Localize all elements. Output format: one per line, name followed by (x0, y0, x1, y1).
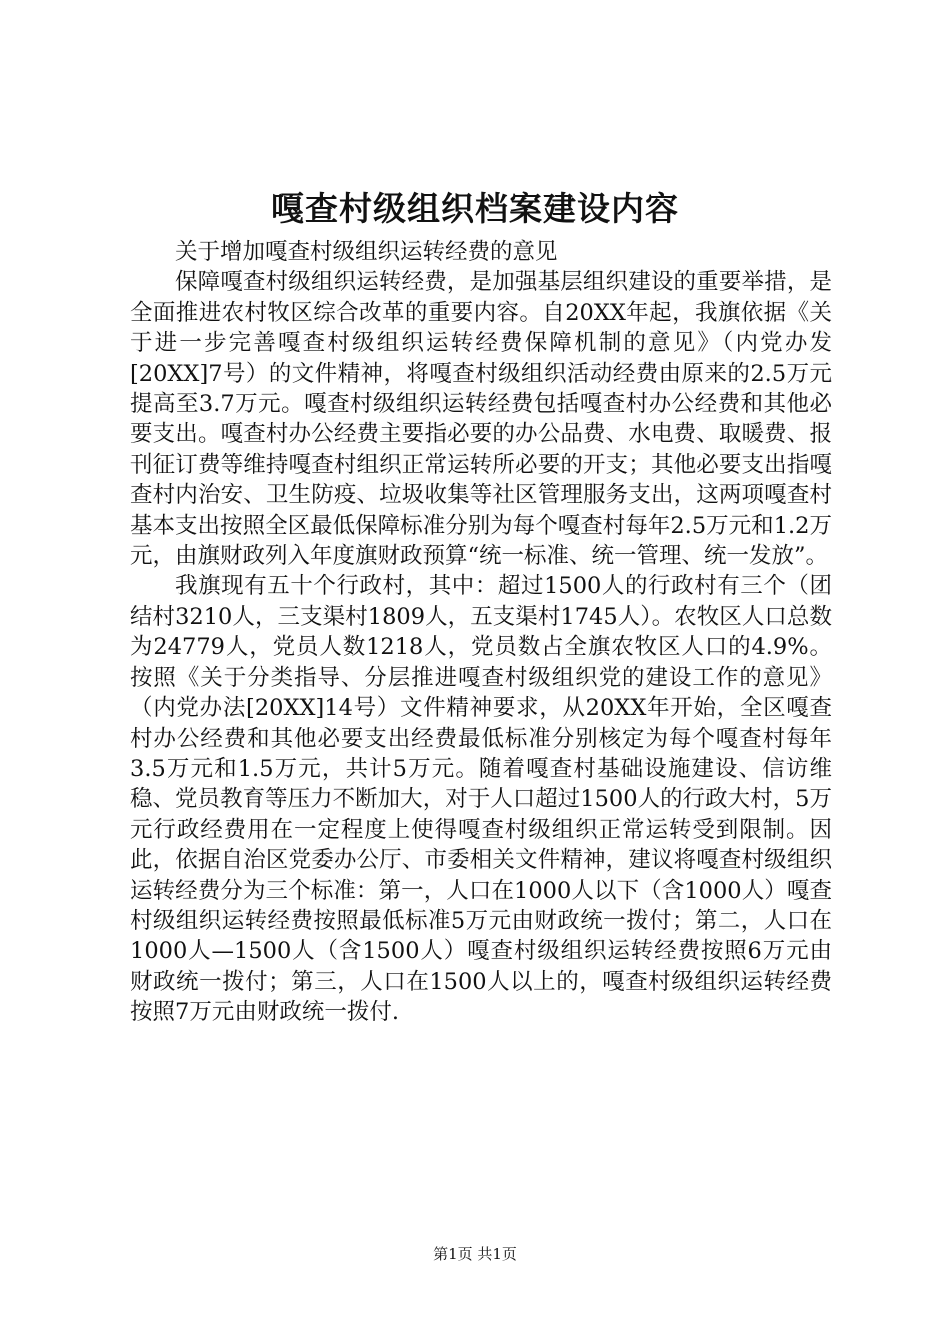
document-body (130, 237, 832, 1028)
subtitle-paragraph: 关于增加嘎查村级组织运转经费的意见 (175, 239, 558, 265)
document-title: 嘎查村级组织档案建设内容 (271, 189, 679, 228)
body-paragraph-2: 我旗现有五十个行政村，其中：超过1500人的行政村有三个（团结村3210人，三支渠村1809人，五支渠村1745人）。农牧区人口总数为24779人，党员人数1218人，党员数占全旗农牧区人口的4.9%。按照《关于分类指导、分层推进嘎查村级组织党的建设工作的意见》（内党办法[20XX]14号）文件精神要求，从20XX年开始，全区嘎查村办公经费和其他必要支出经费最低标准分别核定为每个嘎查村每年3.5万元和1.5万元，共计5万元。随着嘎查村基础设施建设、信访维稳、党员教育等压力不断加大，对于人口超过1500人的行政大村，5万元行政经费用在一定程度上使得嘎查村级组织正常运转受到限制。因此，依据自治区党委办公厅、市委相关文件精神，建议将嘎查村级组织运转经费分为三个标准：第一，人口在1000人以下（含1000人）嘎查村级组织运转经费按照最低标准5万元由财政统一拨付；第二，人口在1000人—1500人（含1500人）嘎查村级组织运转经费按照6万元由财政统一拨付；第三，人口在1500人以上的，嘎查村级组织运转经费按照7万元由财政统一拨付. (130, 573, 832, 1026)
page-footer: 第1页 共1页 (433, 1245, 517, 1263)
body-paragraph-1: 保障嘎查村级组织运转经费，是加强基层组织建设的重要举措，是全面推进农村牧区综合改革的重要内容。自20XX年起，我旗依据《关于进一步完善嘎查村级组织运转经费保障机制的意见》（内党办发[20XX]7号）的文件精神，将嘎查村级组织活动经费由原来的2.5万元提高至3.7万元。嘎查村级组织运转经费包括嘎查村办公经费和其他必要支出。嘎查村办公经费主要指必要的办公品费、水电费、取暖费、报刊征订费等维持嘎查村组织正常运转所必要的开支；其他必要支出指嘎查村内治安、卫生防疫、垃圾收集等社区管理服务支出，这两项嘎查村基本支出按照全区最低保障标准分别为每个嘎查村每年2.5万元和1.2万元，由旗财政列入年度旗财政预算“统一标准、统一管理、统一发放”。 (130, 269, 832, 570)
